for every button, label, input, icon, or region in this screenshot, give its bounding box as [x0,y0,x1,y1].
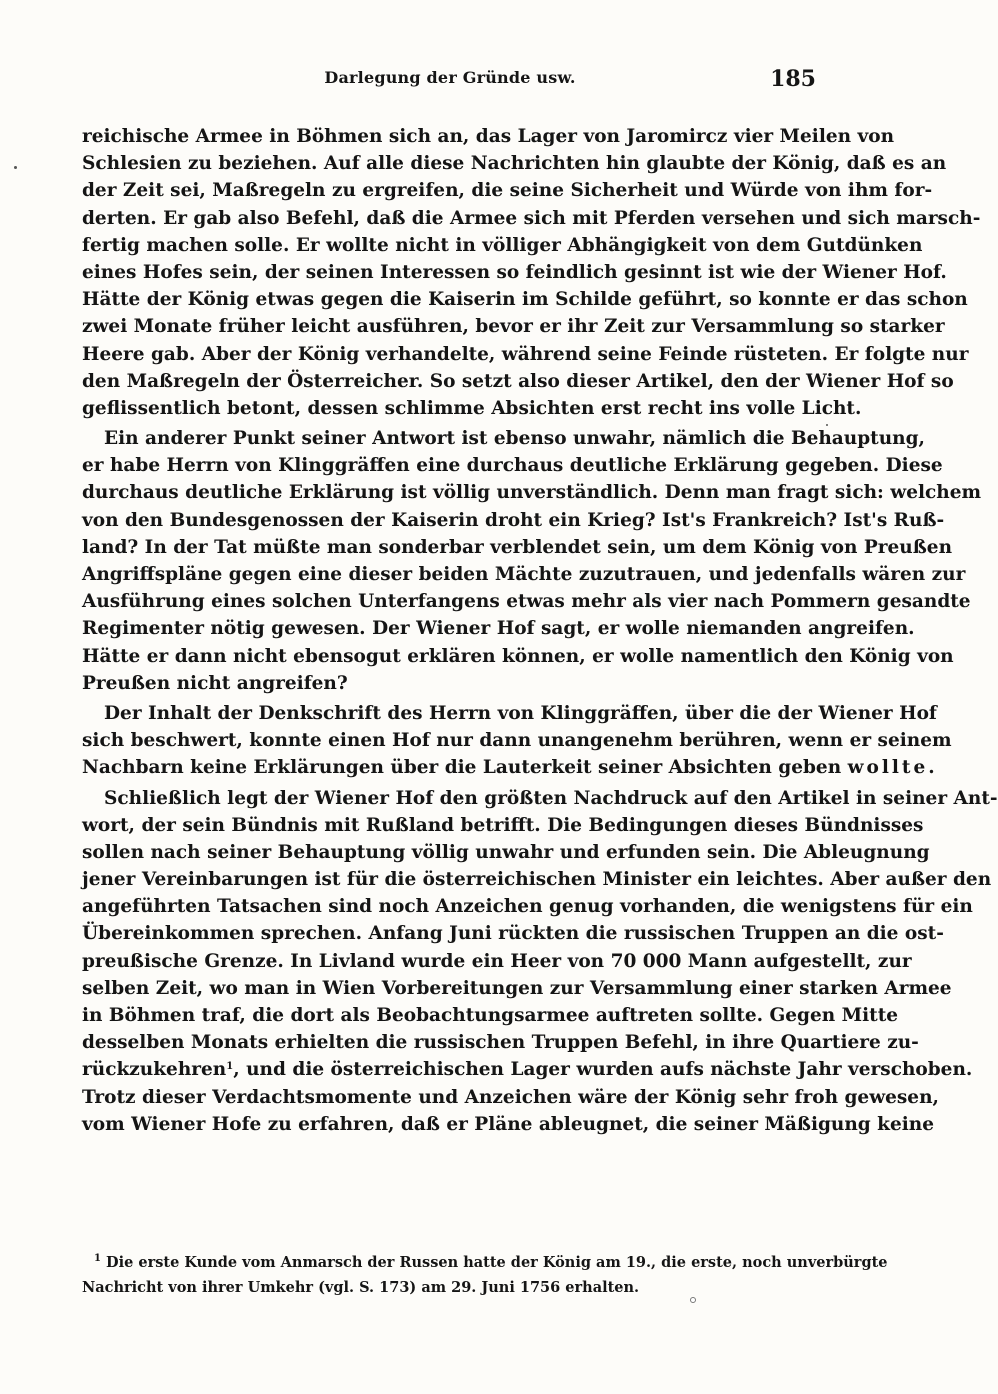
emphasized-word: wollte. [847,757,938,779]
text-line: Hätte er dann nicht ebensogut erklären können, er wolle namentlich den König von [82,645,954,667]
text-line: sollen nach seiner Behauptung völlig unwahr und erfunden sein. Die Ableugnung [82,841,930,863]
text-line: Der Inhalt der Denkschrift des Herrn von Klinggräffen, über die der Wiener Hof [104,702,937,724]
footnote-text: Die erste Kunde vom Anmarsch der Russen hatte der König am 19., die erste, noch unverbürgte [106,1254,888,1271]
paragraph [82,785,998,1138]
text-line: vom Wiener Hofe zu erfahren, daß er Pläne ableugnet, die seiner Mäßigung keine [82,1113,935,1135]
print-speck [14,166,17,169]
text-line: land? In der Tat müßte man sonderbar verblendet sein, um dem König von Preußen [82,536,953,558]
text-line: Hätte der König etwas gegen die Kaiserin im Schilde geführt, so konnte er das schon [82,289,968,311]
paragraph [82,700,952,782]
text-line: desselben Monats erhielten die russischen Truppen Befehl, in ihre Quartiere zu- [82,1032,919,1054]
text-line: Schlesien zu beziehen. Auf alle diese Nachrichten hin glaubte der König, daß es an [82,153,947,175]
text-line: wort, der sein Bündnis mit Rußland betrifft. Die Bedingungen dieses Bündnisses [82,814,924,836]
line-text: , und die österreichischen Lager wurden aufs nächste Jahr verschoben. [233,1059,973,1081]
paragraph [82,425,982,697]
text-line: in Böhmen traf, die dort als Beobachtungsarmee auftreten sollte. Gegen Mitte [82,1005,899,1026]
text-line: angeführten Tatsachen sind noch Anzeichen genug vorhanden, die wenigstens für ein [82,896,973,918]
footnote-line: Nachricht von ihrer Umkehr (vgl. S. 173) am 29. Juni 1756 erhalten. [82,1279,640,1296]
body-text [82,123,998,1138]
text-line: geflissentlich betont, dessen schlimme Absichten erst recht ins volle Licht. [82,397,862,419]
line-text: Nachbarn keine Erklärungen über die Lauterkeit seiner Absichten geben [82,757,842,779]
text-line: Angriffspläne gegen eine dieser beiden Mächte zuzutrauen, und jedenfalls wären zur [82,564,966,585]
line-text: rückzukehren [82,1059,227,1081]
running-head [0,66,900,96]
text-line: Regimenter nötig gewesen. Der Wiener Hof sagt, er wolle niemanden angreifen. [82,618,915,640]
text-line: selben Zeit, wo man in Wien Vorbereitungen zur Versammlung einer starken Armee [82,977,952,999]
text-line: Übereinkommen sprechen. Anfang Juni rückten die russischen Truppen an die ost- [82,923,944,945]
text-line: Trotz dieser Verdachtsmomente und Anzeichen wäre der König sehr froh gewesen, [82,1086,939,1108]
text-line: durchaus deutliche Erklärung ist völlig unverständlich. Denn man fragt sich: welchem [82,482,982,504]
text-line [82,754,938,781]
running-title: Darlegung der Gründe usw. [324,68,576,87]
text-line: eines Hofes sein, der seinen Interessen so feindlich gesinnt ist wie der Wiener Hof. [82,261,947,283]
footnotes [82,1250,888,1300]
text-line: reichische Armee in Böhmen sich an, das Lager von Jaromircz vier Meilen von [82,126,895,147]
text-line: Heere gab. Aber der König verhandelte, während seine Feinde rüsteten. Er folgte nur [82,343,969,365]
footnote-reference: 1 [226,1061,234,1073]
text-line: zwei Monate früher leicht ausführen, bevor er ihr Zeit zur Versammlung so starker [82,316,945,338]
footnote-marker: 1 [94,1253,101,1264]
text-line: von den Bundesgenossen der Kaiserin droht ein Krieg? Ist's Frankreich? Ist's Ruß- [82,509,945,531]
footnote-line [82,1250,888,1275]
text-line: derten. Er gab also Befehl, daß die Armee sich mit Pferden versehen und sich marsch- [82,207,981,229]
text-line: Ein anderer Punkt seiner Antwort ist ebenso unwahr, nämlich die Behauptung, [104,428,926,450]
text-line: fertig machen solle. Er wollte nicht in völliger Abhängigkeit von dem Gutdünken [82,234,923,256]
text-line: Ausführung eines solchen Unterfangens etwas mehr als vier nach Pommern gesandte [82,591,971,613]
text-line: Preußen nicht angreifen? [82,672,348,694]
page-number: 185 [770,66,816,92]
text-line: sich beschwert, konnte einen Hof nur dann unangenehm berühren, wenn er seinem [82,730,952,752]
text-line: der Zeit sei, Maßregeln zu ergreifen, die seine Sicherheit und Würde von ihm for- [82,180,933,202]
text-line: preußische Grenze. In Livland wurde ein Heer von 70 000 Mann aufgestellt, zur [82,950,912,972]
text-line: er habe Herrn von Klinggräffen eine durchaus deutliche Erklärung gegeben. Diese [82,455,943,477]
text-line: Schließlich legt der Wiener Hof den größten Nachdruck auf den Artikel in seiner Ant- [104,787,998,809]
paragraph [82,123,981,422]
text-line: den Maßregeln der Österreicher. So setzt also dieser Artikel, den der Wiener Hof so [82,370,954,392]
text-line [82,1056,973,1083]
text-line: jener Vereinbarungen ist für die österreichischen Minister ein leichtes. Aber außer den [82,869,992,891]
